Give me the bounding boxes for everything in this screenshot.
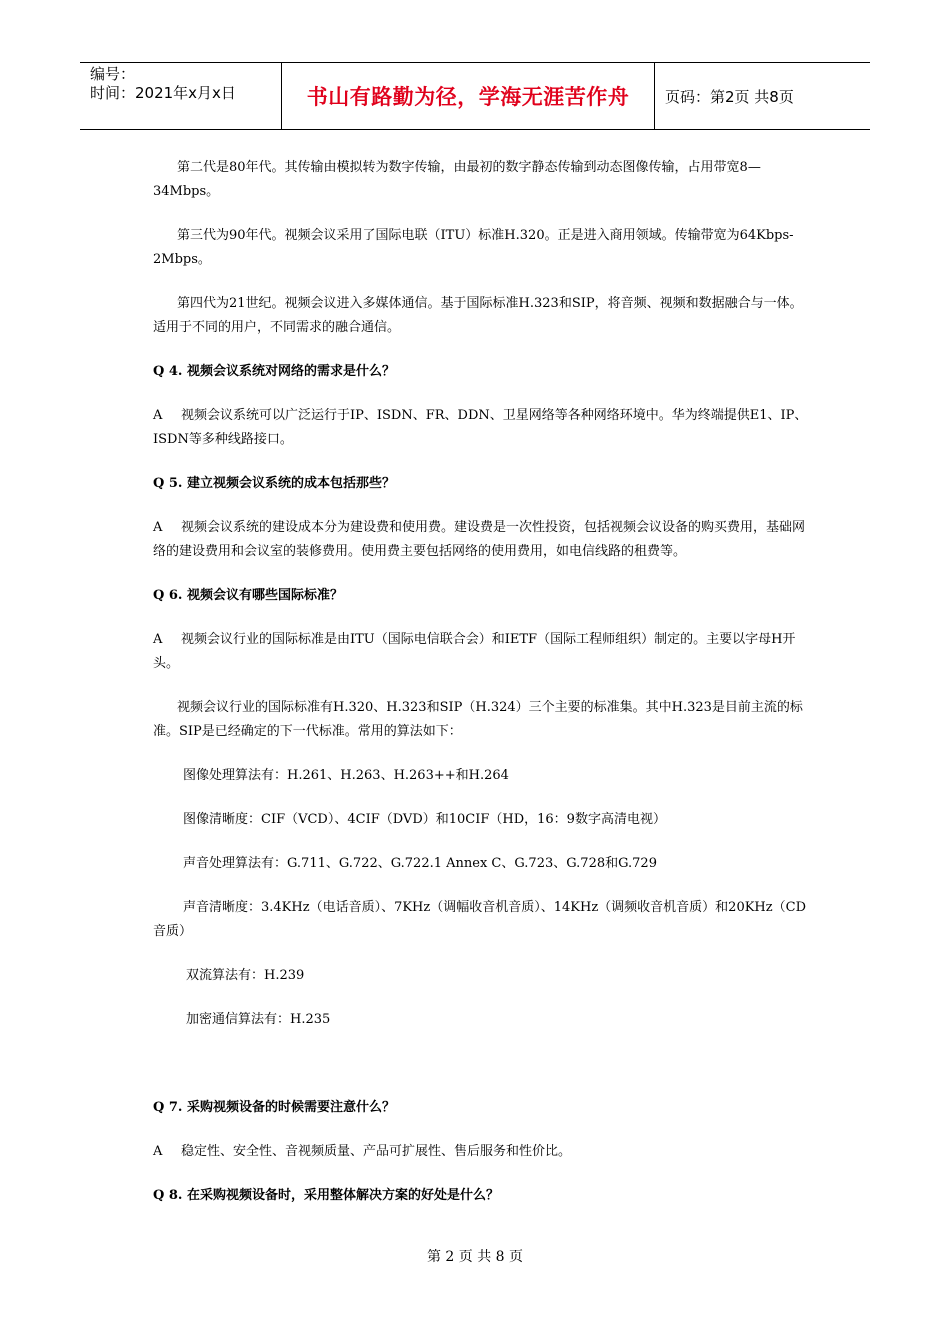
paragraph-gen3: 第三代为90年代。视频会议采用了国际电联（ITU）标准H.320。正是进入商用领域。传输带宽为64Kbps-2Mbps。 [153, 228, 794, 267]
algorithm-audio: 声音处理算法有：G.711、G.722、G.722.1 Annex C、G.723、G.728和G.729 [183, 856, 657, 871]
algorithm-encryption: 加密通信算法有：H.235 [186, 1012, 331, 1027]
question-6: Q 6. 视频会议有哪些国际标准？ [153, 588, 343, 603]
answer-6-text: 视频会议行业的国际标准是由ITU（国际电信联合会）和IETF（国际工程师组织）制定的。主要以字母H开头。 [153, 632, 796, 671]
answer-5 [153, 516, 813, 564]
answer-label: A [153, 1144, 163, 1159]
paragraph-standards: 视频会议行业的国际标准有H.320、H.323和SIP（H.324）三个主要的标准集。其中H.323是目前主流的标准。SIP是已经确定的下一代标准。常用的算法如下： [153, 700, 803, 739]
algorithm-dual-stream: 双流算法有：H.239 [186, 968, 305, 983]
algorithm-audio-clarity: 声音清晰度：3.4KHz（电话音质）、7KHz（调幅收音机音质）、14KHz（调频收音机音质）和20KHz（CD音质） [153, 900, 806, 939]
number-label: 编号： [90, 65, 136, 83]
answer-7-text: 稳定性、安全性、音视频质量、产品可扩展性、售后服务和性价比。 [181, 1144, 572, 1159]
header-divider [654, 63, 655, 129]
header-meta [90, 65, 280, 103]
page-footer: 第 2 页 共 8 页 [426, 1249, 524, 1265]
answer-label: A [153, 520, 163, 535]
header-page-info: 页码：第2页 共8页 [665, 87, 794, 106]
answer-5-text: 视频会议系统的建设成本分为建设费和使用费。建设费是一次性投资，包括视频会议设备的购买费用，基础网络的建设费用和会议室的装修费用。使用费主要包括网络的使用费用，如电信线路的租费等。 [153, 520, 806, 559]
header-motto: 书山有路勤为径，学海无涯苦作舟 [306, 85, 630, 109]
question-7: Q 7. 采购视频设备的时候需要注意什么？ [153, 1100, 395, 1115]
algorithm-image: 图像处理算法有：H.261、H.263、H.263++和H.264 [183, 768, 509, 783]
answer-4-text: 视频会议系统可以广泛运行于IP、ISDN、FR、DDN、卫星网络等各种网络环境中。华为终端提供E1、IP、ISDN等多种线路接口。 [153, 408, 808, 447]
document-body [153, 156, 813, 1208]
answer-6 [153, 628, 813, 676]
question-8: Q 8. 在采购视频设备时，采用整体解决方案的好处是什么？ [153, 1188, 499, 1203]
algorithm-clarity: 图像清晰度：CIF（VCD）、4CIF（DVD）和10CIF（HD，16：9数字高清电视） [183, 812, 666, 827]
page-header [80, 62, 870, 130]
paragraph-gen4: 第四代为21世纪。视频会议进入多媒体通信。基于国际标准H.323和SIP，将音频、视频和数据融合与一体。适用于不同的用户，不同需求的融合通信。 [153, 296, 803, 335]
answer-label: A [153, 632, 163, 647]
time-label: 时间：2021年x月x日 [90, 84, 236, 102]
answer-7 [153, 1140, 813, 1164]
answer-label: A [153, 408, 163, 423]
question-5: Q 5. 建立视频会议系统的成本包括那些？ [153, 476, 395, 491]
answer-4 [153, 404, 813, 452]
question-4: Q 4. 视频会议系统对网络的需求是什么？ [153, 364, 395, 379]
paragraph-gen2: 第二代是80年代。其传输由模拟转为数字传输，由最初的数字静态传输到动态图像传输，占用带宽8—34Mbps。 [153, 160, 761, 199]
